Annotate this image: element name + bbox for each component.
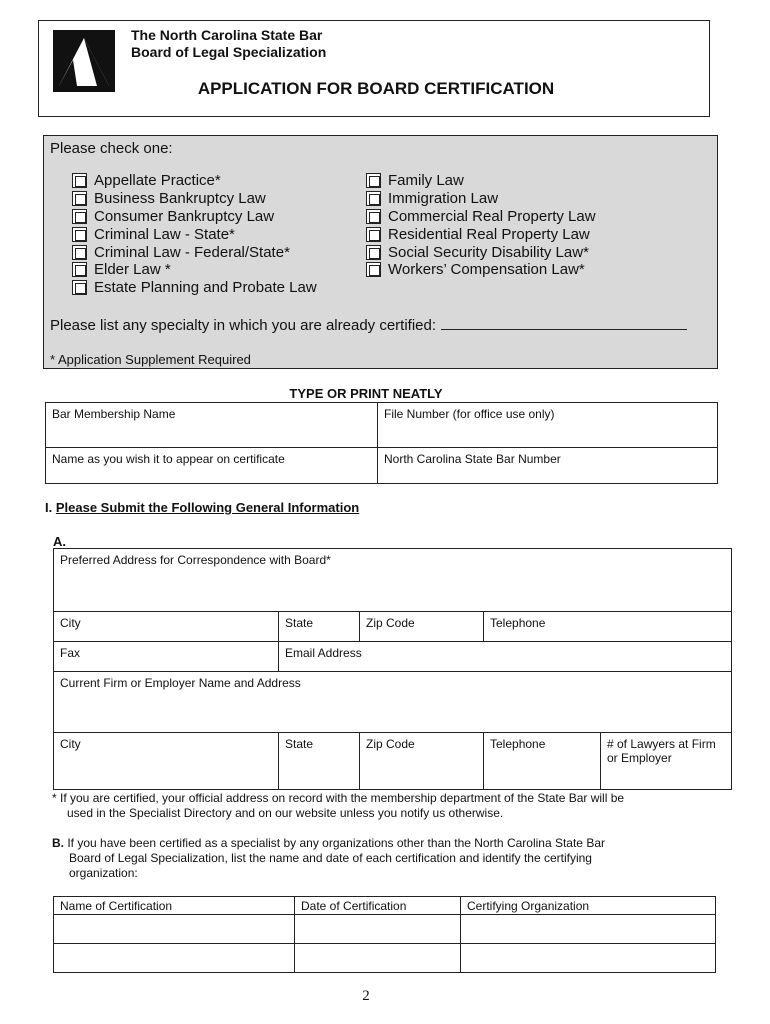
section-1-heading bbox=[45, 500, 359, 515]
field-label: City bbox=[60, 737, 81, 751]
certificate-name-field[interactable] bbox=[45, 447, 378, 484]
field-label: Zip Code bbox=[366, 737, 415, 751]
instruction-text: If you have been certified as a specialist by any organizations other than the North Carolina State Bar bbox=[67, 836, 605, 850]
checkbox-icon[interactable] bbox=[366, 227, 381, 242]
field-label: State bbox=[285, 737, 314, 751]
checkbox-consumer-bankruptcy[interactable] bbox=[72, 208, 317, 226]
field-label: Telephone bbox=[490, 616, 546, 630]
field-label: Zip Code bbox=[366, 616, 415, 630]
checkbox-workers-compensation[interactable] bbox=[366, 261, 596, 279]
checkbox-residential-real-property[interactable] bbox=[366, 225, 596, 243]
lawyers-at-firm-field[interactable] bbox=[600, 732, 732, 790]
supplement-note: * Application Supplement Required bbox=[50, 352, 251, 367]
checkbox-icon[interactable] bbox=[72, 227, 87, 242]
option-label: Criminal Law - State* bbox=[94, 225, 235, 243]
cert-row-2-date[interactable] bbox=[294, 943, 461, 973]
cert-header-name bbox=[53, 896, 295, 915]
option-label: Residential Real Property Law bbox=[388, 225, 590, 243]
subsection-b-label: B. bbox=[52, 836, 64, 850]
cert-header-date bbox=[294, 896, 461, 915]
cert-row-2-organization[interactable] bbox=[460, 943, 716, 973]
option-label: Criminal Law - Federal/State* bbox=[94, 243, 290, 261]
file-number-field[interactable] bbox=[377, 402, 718, 448]
firm-name-address-field[interactable] bbox=[53, 671, 732, 733]
address-table bbox=[53, 548, 732, 790]
b-line-1 bbox=[52, 836, 605, 851]
firm-state-field[interactable] bbox=[278, 732, 360, 790]
field-label: # of Lawyers at Firm bbox=[607, 737, 716, 751]
firm-city-field[interactable] bbox=[53, 732, 279, 790]
checkbox-icon[interactable] bbox=[72, 173, 87, 188]
option-label: Workers’ Compensation Law* bbox=[388, 261, 585, 279]
checkbox-icon[interactable] bbox=[72, 262, 87, 277]
checkbox-elder-law[interactable] bbox=[72, 261, 317, 279]
checkbox-icon[interactable] bbox=[366, 173, 381, 188]
subsection-b-instructions bbox=[52, 836, 605, 881]
field-label: Telephone bbox=[490, 737, 546, 751]
city-field[interactable] bbox=[53, 611, 279, 642]
cert-header-organization bbox=[460, 896, 716, 915]
address-footnote bbox=[52, 791, 624, 821]
already-certified-field[interactable] bbox=[50, 316, 687, 334]
form-title: APPLICATION FOR BOARD CERTIFICATION bbox=[197, 79, 555, 98]
field-label: Name as you wish it to appear on certificate bbox=[52, 452, 285, 466]
org-name-line1: The North Carolina State Bar bbox=[131, 27, 323, 43]
subsection-a-label: A. bbox=[53, 534, 66, 549]
checkbox-criminal-law-state[interactable] bbox=[72, 225, 317, 243]
checkbox-social-security-disability[interactable] bbox=[366, 243, 596, 261]
already-certified-input-line[interactable] bbox=[441, 316, 687, 330]
field-label: North Carolina State Bar Number bbox=[384, 452, 561, 466]
option-label: Appellate Practice* bbox=[94, 172, 221, 190]
page-number: 2 bbox=[362, 988, 370, 1004]
section-number: I. bbox=[45, 500, 53, 515]
checkbox-icon[interactable] bbox=[366, 245, 381, 260]
option-label: Elder Law * bbox=[94, 261, 171, 279]
preferred-address-field[interactable] bbox=[53, 548, 732, 612]
b-line-3: organization: bbox=[69, 866, 138, 880]
firm-telephone-field[interactable] bbox=[483, 732, 601, 790]
checkbox-family-law[interactable] bbox=[366, 172, 596, 190]
checkbox-business-bankruptcy[interactable] bbox=[72, 190, 317, 208]
cert-row-1-date[interactable] bbox=[294, 914, 461, 944]
option-label: Commercial Real Property Law bbox=[388, 207, 596, 225]
form-header bbox=[38, 20, 710, 117]
column-header: Date of Certification bbox=[301, 899, 407, 913]
field-label: Email Address bbox=[285, 646, 362, 660]
cert-row-1-organization[interactable] bbox=[460, 914, 716, 944]
field-label: Bar Membership Name bbox=[52, 407, 176, 421]
option-label: Immigration Law bbox=[388, 190, 499, 208]
option-label: Estate Planning and Probate Law bbox=[94, 279, 317, 297]
footnote-line: used in the Specialist Directory and on our website unless you notify us otherwise. bbox=[67, 806, 504, 820]
checkbox-icon[interactable] bbox=[72, 209, 87, 224]
checkbox-icon[interactable] bbox=[366, 262, 381, 277]
certification-table bbox=[53, 896, 716, 973]
column-header: Name of Certification bbox=[60, 899, 173, 913]
section-title: Please Submit the Following General Information bbox=[55, 500, 360, 515]
column-header: Certifying Organization bbox=[467, 899, 590, 913]
checkbox-icon[interactable] bbox=[72, 191, 87, 206]
zip-code-field[interactable] bbox=[359, 611, 484, 642]
field-label: or Employer bbox=[607, 751, 672, 765]
checkbox-appellate-practice[interactable] bbox=[72, 172, 317, 190]
bar-membership-name-field[interactable] bbox=[45, 402, 378, 448]
checkbox-criminal-law-federal-state[interactable] bbox=[72, 243, 317, 261]
cert-row-1-name[interactable] bbox=[53, 914, 295, 944]
checkbox-icon[interactable] bbox=[366, 191, 381, 206]
checkbox-commercial-real-property[interactable] bbox=[366, 208, 596, 226]
field-label: File Number (for office use only) bbox=[384, 407, 555, 421]
specialty-column-right bbox=[366, 172, 596, 279]
checkbox-icon[interactable] bbox=[366, 209, 381, 224]
fax-field[interactable] bbox=[53, 641, 279, 672]
check-one-prompt: Please check one: bbox=[50, 140, 173, 157]
telephone-field[interactable] bbox=[483, 611, 732, 642]
nc-bar-number-field[interactable] bbox=[377, 447, 718, 484]
firm-zip-code-field[interactable] bbox=[359, 732, 484, 790]
state-field[interactable] bbox=[278, 611, 360, 642]
field-label: Preferred Address for Correspondence with Board* bbox=[60, 553, 331, 567]
checkbox-icon[interactable] bbox=[72, 280, 87, 295]
already-certified-label: Please list any specialty in which you are already certified: bbox=[50, 317, 437, 334]
option-label: Consumer Bankruptcy Law bbox=[94, 207, 275, 225]
option-label: Business Bankruptcy Law bbox=[94, 190, 266, 208]
field-label: City bbox=[60, 616, 81, 630]
email-address-field[interactable] bbox=[278, 641, 732, 672]
field-label: State bbox=[285, 616, 314, 630]
checkbox-estate-planning[interactable] bbox=[72, 279, 317, 297]
specialty-column-left bbox=[72, 172, 317, 297]
org-name-line2: Board of Legal Specialization bbox=[131, 44, 327, 60]
option-label: Family Law bbox=[388, 172, 464, 190]
checkbox-immigration-law[interactable] bbox=[366, 190, 596, 208]
name-table bbox=[45, 402, 718, 484]
field-label: Fax bbox=[60, 646, 81, 660]
b-line-2: Board of Legal Specialization, list the name and date of each certification and identify the certifying bbox=[69, 851, 592, 865]
type-or-print-neatly: TYPE OR PRINT NEATLY bbox=[289, 386, 443, 401]
specialty-selection-box bbox=[43, 135, 718, 369]
option-label: Social Security Disability Law* bbox=[388, 243, 589, 261]
field-label: Current Firm or Employer Name and Address bbox=[60, 676, 301, 690]
checkbox-icon[interactable] bbox=[72, 245, 87, 260]
cert-row-2-name[interactable] bbox=[53, 943, 295, 973]
footnote-line: * If you are certified, your official address on record with the membership department of the State Bar will be bbox=[52, 791, 625, 805]
